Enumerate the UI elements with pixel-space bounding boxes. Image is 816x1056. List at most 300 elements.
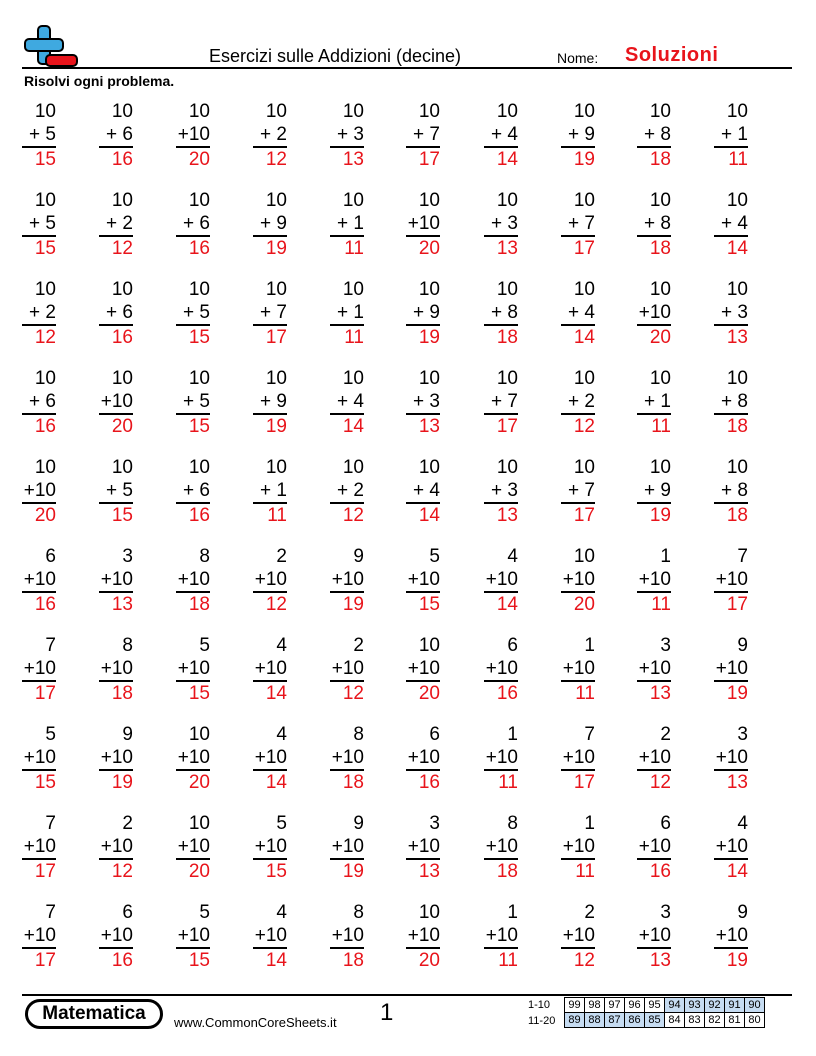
addend-top: 3 bbox=[429, 813, 440, 834]
addend-top: 10 bbox=[496, 279, 518, 300]
addend-top: 10 bbox=[265, 101, 287, 122]
answer: 14 bbox=[496, 148, 518, 170]
addend-bottom: +10 bbox=[562, 658, 595, 679]
score-cell: 86 bbox=[624, 1012, 645, 1028]
addend-top: 9 bbox=[737, 902, 748, 923]
addend-top: 10 bbox=[265, 368, 287, 389]
addend-bottom: +10 bbox=[407, 747, 440, 768]
problem bbox=[406, 901, 440, 972]
addend-top: 10 bbox=[418, 902, 440, 923]
answer: 13 bbox=[726, 326, 748, 348]
addend-top: 10 bbox=[418, 101, 440, 122]
answer: 17 bbox=[265, 326, 287, 348]
answer: 11 bbox=[344, 326, 364, 348]
answer: 19 bbox=[726, 949, 748, 971]
addend-bottom: + 9 bbox=[413, 302, 440, 323]
problem bbox=[253, 456, 287, 527]
addend-top: 10 bbox=[649, 101, 671, 122]
problem bbox=[406, 367, 440, 438]
problem bbox=[22, 723, 56, 794]
addend-bottom: + 7 bbox=[568, 480, 595, 501]
addend-top: 10 bbox=[342, 190, 364, 211]
answer: 15 bbox=[418, 593, 440, 615]
answer: 15 bbox=[188, 326, 210, 348]
addend-bottom: +10 bbox=[23, 569, 56, 590]
problem bbox=[561, 545, 595, 616]
problem bbox=[714, 901, 748, 972]
addend-top: 4 bbox=[276, 635, 287, 656]
addend-top: 10 bbox=[496, 368, 518, 389]
problem bbox=[22, 278, 56, 349]
addend-top: 10 bbox=[726, 101, 748, 122]
problem bbox=[330, 189, 364, 260]
answer: 13 bbox=[649, 682, 671, 704]
addend-top: 10 bbox=[496, 190, 518, 211]
answer: 18 bbox=[496, 860, 518, 882]
problem bbox=[176, 812, 210, 883]
answer: 12 bbox=[265, 148, 287, 170]
addend-top: 10 bbox=[34, 101, 56, 122]
answer: 12 bbox=[342, 504, 364, 526]
addend-bottom: +10 bbox=[407, 836, 440, 857]
problem bbox=[253, 278, 287, 349]
problem bbox=[637, 100, 671, 171]
addend-bottom: + 5 bbox=[29, 213, 56, 234]
addend-top: 10 bbox=[726, 368, 748, 389]
addend-bottom: + 2 bbox=[29, 302, 56, 323]
problem bbox=[561, 367, 595, 438]
problem bbox=[330, 901, 364, 972]
addend-bottom: + 5 bbox=[183, 302, 210, 323]
addend-top: 10 bbox=[418, 635, 440, 656]
addend-bottom: +10 bbox=[100, 925, 133, 946]
addend-top: 2 bbox=[660, 724, 671, 745]
addend-bottom: +10 bbox=[638, 302, 671, 323]
addend-bottom: +10 bbox=[638, 836, 671, 857]
addend-top: 8 bbox=[199, 546, 210, 567]
answer: 17 bbox=[34, 682, 56, 704]
addend-top: 3 bbox=[122, 546, 133, 567]
addend-bottom: + 5 bbox=[106, 480, 133, 501]
addend-top: 10 bbox=[188, 813, 210, 834]
addend-top: 10 bbox=[111, 368, 133, 389]
answer: 17 bbox=[34, 860, 56, 882]
addend-top: 5 bbox=[429, 546, 440, 567]
addend-bottom: +10 bbox=[562, 836, 595, 857]
answer: 13 bbox=[418, 860, 440, 882]
answer: 19 bbox=[342, 593, 364, 615]
answer: 19 bbox=[418, 326, 440, 348]
addend-bottom: +10 bbox=[715, 747, 748, 768]
addend-bottom: + 2 bbox=[106, 213, 133, 234]
addend-top: 1 bbox=[507, 902, 518, 923]
problem bbox=[484, 634, 518, 705]
answer: 13 bbox=[342, 148, 364, 170]
problem bbox=[714, 100, 748, 171]
addend-top: 10 bbox=[342, 368, 364, 389]
problem bbox=[406, 189, 440, 260]
addend-bottom: + 6 bbox=[183, 480, 210, 501]
answer: 19 bbox=[265, 237, 287, 259]
addend-top: 10 bbox=[649, 457, 671, 478]
addend-top: 10 bbox=[188, 368, 210, 389]
addend-bottom: +10 bbox=[100, 747, 133, 768]
addend-bottom: + 1 bbox=[337, 302, 364, 323]
addend-bottom: +10 bbox=[407, 658, 440, 679]
problem bbox=[176, 456, 210, 527]
addend-top: 6 bbox=[507, 635, 518, 656]
addend-top: 9 bbox=[737, 635, 748, 656]
addend-bottom: +10 bbox=[485, 925, 518, 946]
answer: 20 bbox=[188, 771, 210, 793]
addend-top: 10 bbox=[188, 457, 210, 478]
addend-bottom: +10 bbox=[177, 658, 210, 679]
answer: 11 bbox=[498, 771, 518, 793]
addend-bottom: + 6 bbox=[183, 213, 210, 234]
answer: 11 bbox=[344, 237, 364, 259]
answer: 11 bbox=[651, 593, 671, 615]
addend-bottom: + 1 bbox=[260, 480, 287, 501]
problem bbox=[714, 634, 748, 705]
problem bbox=[484, 278, 518, 349]
answer: 12 bbox=[342, 682, 364, 704]
addend-top: 8 bbox=[122, 635, 133, 656]
problem bbox=[22, 367, 56, 438]
addend-bottom: +10 bbox=[485, 658, 518, 679]
instructions: Risolvi ogni problema. bbox=[24, 73, 175, 89]
answer: 11 bbox=[498, 949, 518, 971]
problem bbox=[714, 456, 748, 527]
problem bbox=[714, 812, 748, 883]
problem bbox=[561, 278, 595, 349]
problem bbox=[176, 545, 210, 616]
answer: 14 bbox=[265, 771, 287, 793]
addend-top: 10 bbox=[34, 279, 56, 300]
addend-bottom: + 6 bbox=[29, 391, 56, 412]
answer: 16 bbox=[34, 593, 56, 615]
problem bbox=[561, 634, 595, 705]
problem bbox=[99, 812, 133, 883]
addend-bottom: +10 bbox=[177, 124, 210, 145]
answer: 18 bbox=[649, 148, 671, 170]
addend-top: 10 bbox=[496, 101, 518, 122]
problem bbox=[99, 189, 133, 260]
problem bbox=[330, 812, 364, 883]
addend-bottom: +10 bbox=[23, 658, 56, 679]
problem bbox=[637, 189, 671, 260]
name-label: Nome: bbox=[557, 50, 599, 66]
answer: 19 bbox=[265, 415, 287, 437]
score-row bbox=[528, 997, 765, 1013]
problem bbox=[484, 456, 518, 527]
answer: 14 bbox=[573, 326, 595, 348]
addend-bottom: +10 bbox=[177, 836, 210, 857]
name-value: Soluzioni bbox=[625, 44, 719, 66]
addend-top: 1 bbox=[507, 724, 518, 745]
answer: 17 bbox=[573, 771, 595, 793]
addend-top: 10 bbox=[573, 190, 595, 211]
answer: 18 bbox=[111, 682, 133, 704]
answer: 18 bbox=[188, 593, 210, 615]
problem bbox=[22, 812, 56, 883]
addend-top: 10 bbox=[649, 368, 671, 389]
addend-top: 7 bbox=[737, 546, 748, 567]
addend-bottom: + 5 bbox=[29, 124, 56, 145]
addend-bottom: +10 bbox=[638, 569, 671, 590]
answer: 11 bbox=[267, 504, 287, 526]
addend-bottom: + 3 bbox=[413, 391, 440, 412]
problem bbox=[406, 545, 440, 616]
problem bbox=[22, 634, 56, 705]
problem bbox=[22, 100, 56, 171]
addend-top: 7 bbox=[584, 724, 595, 745]
addend-bottom: + 3 bbox=[337, 124, 364, 145]
addend-bottom: + 9 bbox=[260, 391, 287, 412]
addend-bottom: + 2 bbox=[337, 480, 364, 501]
answer: 14 bbox=[726, 237, 748, 259]
problem bbox=[484, 367, 518, 438]
addend-bottom: +10 bbox=[23, 836, 56, 857]
addend-top: 10 bbox=[726, 457, 748, 478]
addend-top: 10 bbox=[573, 457, 595, 478]
addend-bottom: +10 bbox=[715, 925, 748, 946]
addend-top: 10 bbox=[111, 190, 133, 211]
page-title: Esercizi sulle Addizioni (decine) bbox=[208, 46, 462, 66]
answer: 16 bbox=[496, 682, 518, 704]
addend-bottom: + 7 bbox=[413, 124, 440, 145]
answer: 20 bbox=[34, 504, 56, 526]
answer: 14 bbox=[265, 682, 287, 704]
brand-badge: Matematica bbox=[25, 999, 163, 1029]
score-cell: 98 bbox=[584, 997, 605, 1013]
addend-top: 10 bbox=[573, 101, 595, 122]
addend-top: 10 bbox=[418, 190, 440, 211]
score-cell: 90 bbox=[744, 997, 765, 1013]
problem bbox=[637, 723, 671, 794]
problem bbox=[253, 901, 287, 972]
answer: 12 bbox=[573, 415, 595, 437]
answer: 16 bbox=[111, 949, 133, 971]
answer: 20 bbox=[418, 237, 440, 259]
addend-bottom: + 4 bbox=[491, 124, 518, 145]
problem bbox=[99, 901, 133, 972]
addend-bottom: +10 bbox=[485, 569, 518, 590]
footer-divider bbox=[22, 994, 792, 996]
problem bbox=[330, 545, 364, 616]
addend-bottom: +10 bbox=[407, 213, 440, 234]
addend-bottom: + 4 bbox=[337, 391, 364, 412]
addend-top: 7 bbox=[45, 813, 56, 834]
answer: 20 bbox=[649, 326, 671, 348]
answer: 13 bbox=[111, 593, 133, 615]
addend-top: 10 bbox=[188, 101, 210, 122]
addend-bottom: + 1 bbox=[337, 213, 364, 234]
addend-top: 4 bbox=[507, 546, 518, 567]
answer: 17 bbox=[573, 237, 595, 259]
addend-top: 10 bbox=[342, 101, 364, 122]
addend-bottom: + 7 bbox=[491, 391, 518, 412]
addend-top: 9 bbox=[353, 546, 364, 567]
answer: 15 bbox=[188, 682, 210, 704]
addend-bottom: + 9 bbox=[260, 213, 287, 234]
addend-top: 10 bbox=[34, 457, 56, 478]
problem bbox=[176, 634, 210, 705]
score-cell: 85 bbox=[644, 1012, 665, 1028]
addend-bottom: +10 bbox=[100, 658, 133, 679]
answer: 16 bbox=[34, 415, 56, 437]
addend-top: 2 bbox=[122, 813, 133, 834]
problem bbox=[330, 456, 364, 527]
problem bbox=[22, 456, 56, 527]
problem bbox=[714, 189, 748, 260]
answer: 15 bbox=[188, 949, 210, 971]
answer: 20 bbox=[418, 949, 440, 971]
problem bbox=[330, 278, 364, 349]
score-cell: 83 bbox=[684, 1012, 705, 1028]
addend-top: 10 bbox=[188, 724, 210, 745]
addend-bottom: +10 bbox=[254, 658, 287, 679]
problem bbox=[714, 367, 748, 438]
addend-bottom: +10 bbox=[331, 658, 364, 679]
score-cell: 97 bbox=[604, 997, 625, 1013]
problem bbox=[176, 278, 210, 349]
addend-top: 10 bbox=[265, 279, 287, 300]
answer: 17 bbox=[496, 415, 518, 437]
addend-top: 10 bbox=[342, 457, 364, 478]
answer: 15 bbox=[111, 504, 133, 526]
answer: 14 bbox=[726, 860, 748, 882]
addend-top: 10 bbox=[188, 279, 210, 300]
addend-top: 4 bbox=[276, 724, 287, 745]
answer: 20 bbox=[418, 682, 440, 704]
problem bbox=[484, 189, 518, 260]
addend-bottom: +10 bbox=[254, 747, 287, 768]
addend-bottom: +10 bbox=[331, 925, 364, 946]
addend-top: 10 bbox=[111, 457, 133, 478]
problem bbox=[406, 278, 440, 349]
addend-bottom: +10 bbox=[100, 569, 133, 590]
score-cell: 94 bbox=[664, 997, 685, 1013]
answer: 12 bbox=[649, 771, 671, 793]
addend-top: 10 bbox=[342, 279, 364, 300]
score-row-label: 11-20 bbox=[528, 1015, 556, 1027]
answer: 17 bbox=[573, 504, 595, 526]
score-cell: 80 bbox=[744, 1012, 765, 1028]
addend-top: 10 bbox=[418, 279, 440, 300]
answer: 14 bbox=[342, 415, 364, 437]
addend-bottom: +10 bbox=[715, 836, 748, 857]
addend-top: 8 bbox=[507, 813, 518, 834]
answer: 16 bbox=[111, 326, 133, 348]
answer: 19 bbox=[111, 771, 133, 793]
addend-bottom: + 8 bbox=[644, 213, 671, 234]
problem bbox=[561, 812, 595, 883]
addend-bottom: +10 bbox=[331, 836, 364, 857]
score-cell: 91 bbox=[724, 997, 745, 1013]
problem bbox=[406, 100, 440, 171]
addend-top: 5 bbox=[45, 724, 56, 745]
answer: 16 bbox=[649, 860, 671, 882]
answer: 19 bbox=[342, 860, 364, 882]
problem bbox=[253, 100, 287, 171]
addend-bottom: +10 bbox=[100, 391, 133, 412]
addend-top: 4 bbox=[737, 813, 748, 834]
answer: 14 bbox=[265, 949, 287, 971]
answer: 13 bbox=[418, 415, 440, 437]
problem bbox=[330, 367, 364, 438]
problem bbox=[22, 189, 56, 260]
problem bbox=[176, 367, 210, 438]
answer: 13 bbox=[496, 237, 518, 259]
addend-bottom: + 7 bbox=[568, 213, 595, 234]
addend-bottom: +10 bbox=[407, 925, 440, 946]
problem bbox=[22, 901, 56, 972]
answer: 15 bbox=[188, 415, 210, 437]
problem bbox=[484, 545, 518, 616]
score-cell: 82 bbox=[704, 1012, 725, 1028]
addend-top: 10 bbox=[418, 457, 440, 478]
problem bbox=[176, 901, 210, 972]
addend-bottom: +10 bbox=[100, 836, 133, 857]
addend-top: 6 bbox=[429, 724, 440, 745]
addend-bottom: +10 bbox=[485, 747, 518, 768]
addend-bottom: + 7 bbox=[260, 302, 287, 323]
answer: 11 bbox=[651, 415, 671, 437]
problem bbox=[176, 100, 210, 171]
score-cell: 81 bbox=[724, 1012, 745, 1028]
addend-bottom: + 6 bbox=[106, 302, 133, 323]
addend-top: 7 bbox=[45, 635, 56, 656]
addend-top: 2 bbox=[353, 635, 364, 656]
addend-top: 5 bbox=[276, 813, 287, 834]
problem bbox=[99, 634, 133, 705]
problem bbox=[714, 723, 748, 794]
answer: 12 bbox=[111, 237, 133, 259]
answer: 13 bbox=[726, 771, 748, 793]
addend-bottom: +10 bbox=[254, 836, 287, 857]
addend-bottom: + 8 bbox=[491, 302, 518, 323]
addend-bottom: +10 bbox=[715, 658, 748, 679]
addend-bottom: +10 bbox=[562, 747, 595, 768]
addend-bottom: + 4 bbox=[413, 480, 440, 501]
answer: 18 bbox=[496, 326, 518, 348]
addend-top: 10 bbox=[418, 368, 440, 389]
addend-top: 10 bbox=[573, 279, 595, 300]
problem bbox=[484, 723, 518, 794]
addend-top: 10 bbox=[726, 279, 748, 300]
problem bbox=[176, 723, 210, 794]
addend-bottom: +10 bbox=[407, 569, 440, 590]
addend-bottom: + 8 bbox=[721, 480, 748, 501]
addend-bottom: + 4 bbox=[568, 302, 595, 323]
addend-top: 10 bbox=[573, 546, 595, 567]
problem bbox=[637, 278, 671, 349]
score-cell: 87 bbox=[604, 1012, 625, 1028]
addend-top: 1 bbox=[584, 635, 595, 656]
problem bbox=[561, 456, 595, 527]
addend-top: 2 bbox=[276, 546, 287, 567]
addend-bottom: + 2 bbox=[260, 124, 287, 145]
score-cell: 93 bbox=[684, 997, 705, 1013]
addend-bottom: +10 bbox=[254, 569, 287, 590]
addend-bottom: + 3 bbox=[721, 302, 748, 323]
addend-bottom: +10 bbox=[331, 569, 364, 590]
addend-top: 6 bbox=[45, 546, 56, 567]
addend-top: 5 bbox=[199, 902, 210, 923]
addend-top: 9 bbox=[353, 813, 364, 834]
answer: 15 bbox=[34, 148, 56, 170]
score-row-label: 1-10 bbox=[528, 999, 551, 1011]
